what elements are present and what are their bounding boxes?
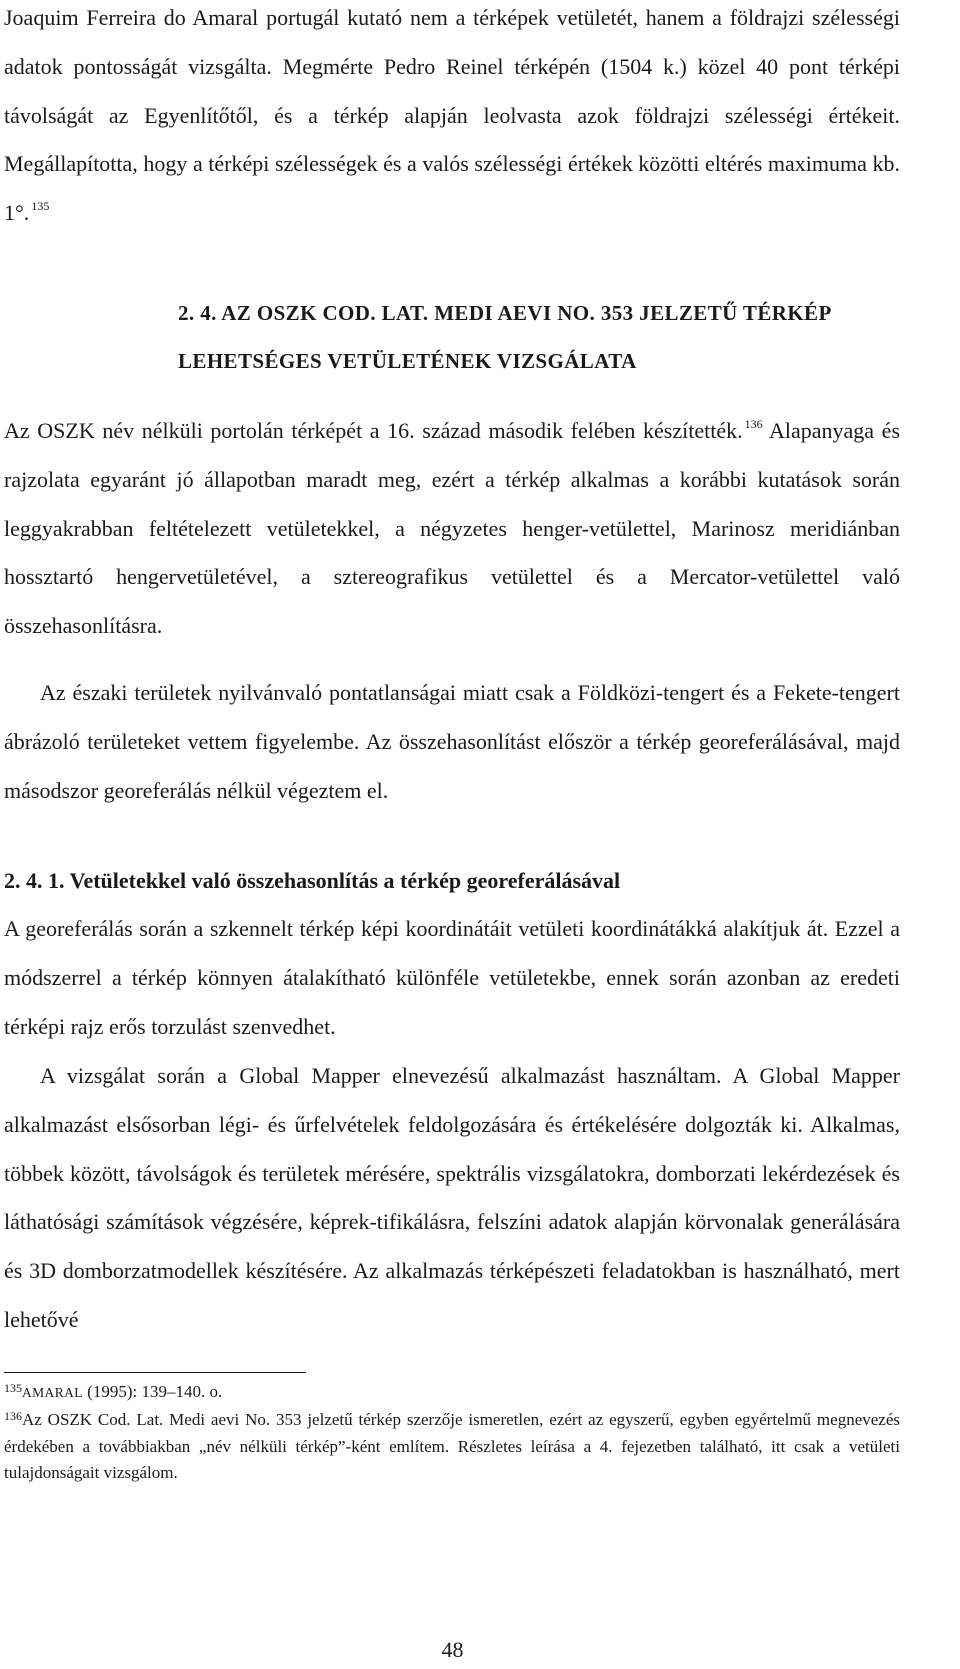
section-2-4-paragraph-2: Az északi területek nyilvánvaló pontatlanságai miatt csak a Földközi-tengert és a Fekete-tengert ábrázoló területeket vettem figyelembe. Az összehasonlítást először a térkép georeferálásával, majd másodszor georeferálás nélkül végeztem el. (4, 680, 900, 803)
section-2-4-1-paragraph-2: A vizsgálat során a Global Mapper elnevezésű alkalmazást használtam. A Global Mapper alkalmazást elsősorban légi- és űrfelvételek feldolgozására és értékelésére dolgozták ki. Alkalmas, többek között, távolságok és területek mérésére, spektrális vizsgálatokra, domborzati lekérdezések és láthatósági számítások végzésére, képrek-tifikálásra, felszíni adatok alapján körvonalak generálására és 3D domborzatmodellek készítésére. Az alkalmazás térképészeti feladatokban is használható, mert lehetővé (4, 1063, 900, 1332)
footnote-135 (4, 1379, 900, 1407)
page-number: 48 (441, 1637, 464, 1662)
footnote-136-text: Az OSZK Cod. Lat. Medi aevi No. 353 jelzetű térkép szerzője ismeretlen, ezért az egyszerű, egyben egyértelmű megnevezés érdekében a továbbiakban „név nélküli térkép”-ként említem. Részletes leírása a 4. fejezetben található, itt csak a vetületi tulajdonságait vizsgálom. (4, 1410, 900, 1482)
footnote-136 (4, 1407, 900, 1487)
footnote-136-number: 136 (4, 1409, 22, 1423)
section-2-4-paragraph-1-text-b: Alapanyaga és rajzolata egyaránt jó állapotban maradt meg, ezért a térkép alkalmas a korábbi kutatások során leggyakrabban feltételezett vetületekkel, a négyzetes henger-vetülettel, Marinosz meridiánban hossztartó hengervetületével, a sztereografikus vetülettel és a Mercator-vetülettel való összehasonlításra. (4, 418, 901, 639)
section-2-4-1-title: 2. 4. 1. Vetületekkel való összehasonlítás a térkép georeferálásával (4, 868, 621, 893)
footnote-135-text: (1995): 139–140. o. (82, 1382, 223, 1401)
footnote-135-author: AMARAL (22, 1385, 83, 1400)
footnote-135-number: 135 (4, 1381, 22, 1395)
intro-paragraph (4, 0, 900, 238)
section-2-4-paragraph-1 (4, 407, 900, 651)
footnote-ref-136[interactable]: 136 (744, 417, 763, 431)
footnote-separator (4, 1372, 306, 1373)
footnote-ref-135[interactable]: 135 (31, 199, 50, 214)
section-2-4-title-line1: 2. 4. AZ OSZK COD. LAT. MEDI AEVI NO. 353 JELZETŰ TÉRKÉP (178, 301, 832, 325)
section-2-4-title-line2: LEHETSÉGES VETÜLETÉNEK VIZSGÁLATA (178, 349, 637, 373)
section-2-4-1-paragraph-1: A georeferálás során a szkennelt térkép képi koordinátáit vetületi koordinátákká alakítjuk át. Ezzel a módszerrel a térkép könnyen átalakítható különféle vetületekbe, ennek során azonban az eredeti térképi rajz erős torzulást szenvedhet. (4, 916, 900, 1039)
section-2-4-paragraph-1-text-a: Az OSZK név nélküli portolán térképét a 16. század második felében készítették. (4, 418, 743, 443)
intro-paragraph-text: Joaquim Ferreira do Amaral portugál kutató nem a térképek vetületét, hanem a földrajzi szélességi adatok pontosságát vizsgálta. Megmérte Pedro Reinel térképén (1504 k.) közel 40 pont térképi távolságát az Egyenlítőtől, és a térkép alapján leolvasta azok földrajzi szélességi értékeit. Megállapította, hogy a térképi szélességek és a valós szélességi értékek közötti eltérés maximuma kb. 1°. (4, 5, 900, 226)
